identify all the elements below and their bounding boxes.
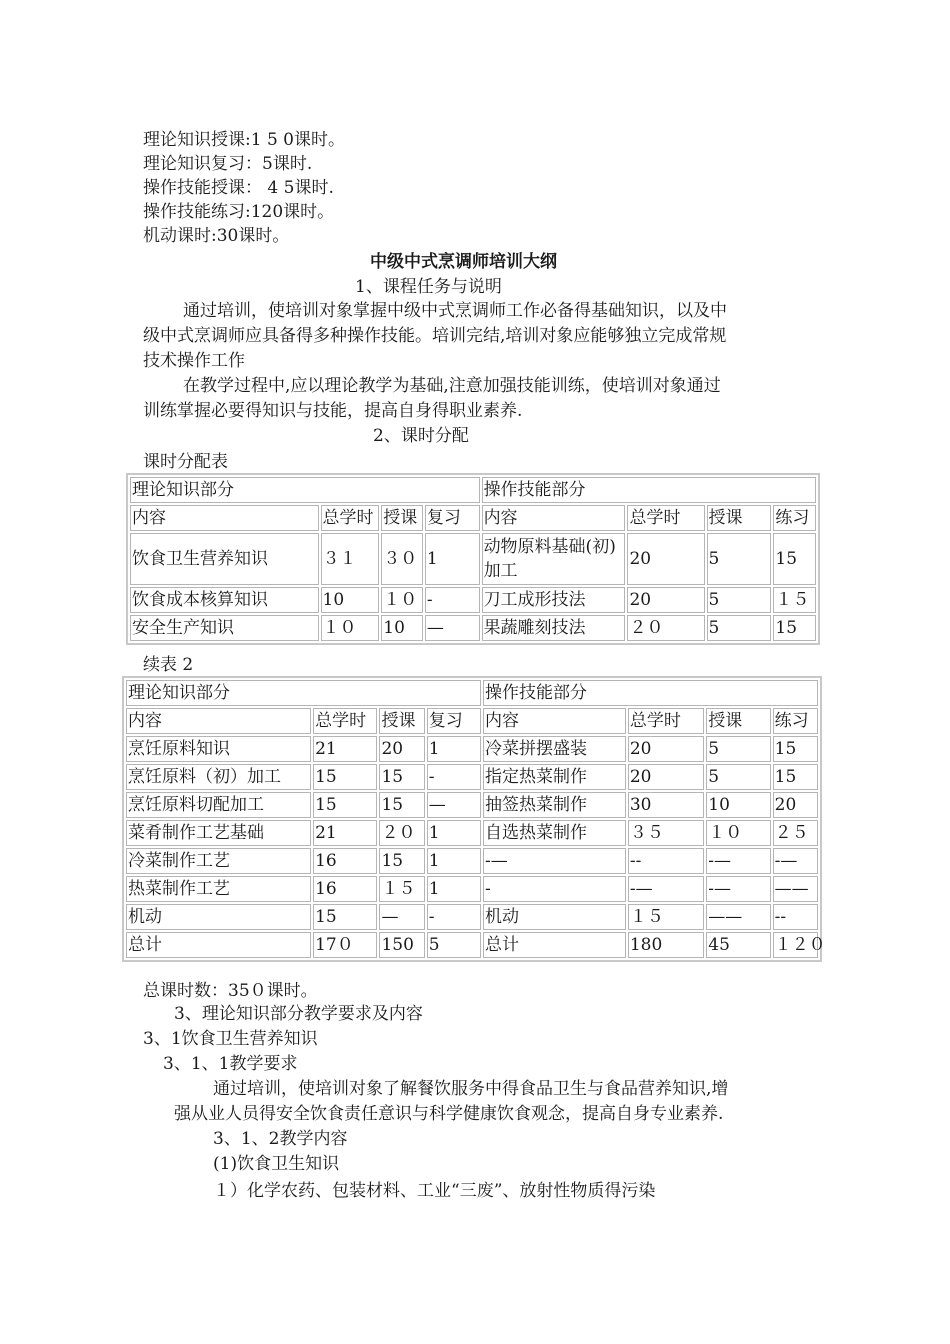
- table-header: 总学时: [628, 708, 704, 734]
- hours-allocation-table-continued: [122, 676, 826, 962]
- table-header: 总学时: [627, 505, 704, 531]
- table-cell: １５: [628, 904, 704, 930]
- table-cell: 15: [379, 792, 424, 818]
- table-cell: 机动: [126, 904, 311, 930]
- intro-line: 理论知识复习：5课时.: [143, 154, 313, 174]
- table-cell: 冷菜拼摆盛装: [483, 736, 626, 762]
- table-cell: -—: [773, 848, 818, 874]
- table-cell: 果蔬雕刻技法: [482, 615, 626, 641]
- table-cell: １０: [381, 587, 423, 613]
- table-cell: 5: [706, 736, 770, 762]
- table-cell: 抽签热菜制作: [483, 792, 626, 818]
- table-cell: １５: [379, 876, 424, 902]
- table-cell: ２０: [627, 615, 704, 641]
- table-cell: -—: [706, 848, 770, 874]
- table-header: 练习: [773, 708, 818, 734]
- table-group-header: 操作技能部分: [482, 477, 816, 503]
- table-header: 授课: [706, 708, 770, 734]
- table-cell: 180: [628, 932, 704, 958]
- table-cell: 烹饪原料（初）加工: [126, 764, 311, 790]
- table-cell: 15: [379, 764, 424, 790]
- table-cell: -: [483, 876, 626, 902]
- table-cell: 45: [706, 932, 770, 958]
- table-cell: 30: [628, 792, 704, 818]
- table-cell: 20: [773, 792, 818, 818]
- table-cell: 15: [379, 848, 424, 874]
- table-cell: —: [425, 615, 480, 641]
- table-cell: 动物原料基础(初)加工: [482, 533, 626, 585]
- paragraph-line: 通过培训，使培训对象掌握中级中式烹调师工作必备得基础知识，以及中: [183, 301, 727, 321]
- table-cell: -: [425, 587, 480, 613]
- table-cell: 菜肴制作工艺基础: [126, 820, 311, 846]
- intro-line: 操作技能授课： 4 5课时.: [143, 178, 334, 198]
- table-cell: —: [379, 904, 424, 930]
- table-cell: -—: [483, 848, 626, 874]
- table-cell: 1: [427, 736, 481, 762]
- table-cell: 16: [313, 876, 377, 902]
- table-caption: 续表 2: [143, 655, 194, 675]
- table-cell: 1: [427, 848, 481, 874]
- table-row: [130, 615, 816, 641]
- table-header: 内容: [482, 505, 626, 531]
- table-group-header: 操作技能部分: [483, 680, 818, 706]
- section-heading: 1、课程任务与说明: [355, 277, 502, 297]
- table-cell: 20: [627, 587, 704, 613]
- table-cell: 热菜制作工艺: [126, 876, 311, 902]
- table-cell: -—: [628, 876, 704, 902]
- table-cell: 10: [381, 615, 423, 641]
- table-cell: 自选热菜制作: [483, 820, 626, 846]
- table-cell: 1: [427, 876, 481, 902]
- paragraph-line: 技术操作工作: [143, 351, 245, 371]
- table-cell: ——: [706, 904, 770, 930]
- table-cell: --: [628, 848, 704, 874]
- document-title: 中级中式烹调师培训大纲: [370, 252, 557, 272]
- table-header: 内容: [483, 708, 626, 734]
- table-cell: 20: [627, 533, 704, 585]
- section-heading: 3、1饮食卫生营养知识: [143, 1029, 318, 1049]
- table-cell: 5: [427, 932, 481, 958]
- table-cell: ２０: [379, 820, 424, 846]
- table-cell: ２５: [773, 820, 818, 846]
- table-header: 复习: [425, 505, 480, 531]
- table-cell: -: [427, 904, 481, 930]
- table-cell: 1: [427, 820, 481, 846]
- table-cell: 15: [773, 736, 818, 762]
- table-cell: 10: [706, 792, 770, 818]
- table-cell: 1: [425, 533, 480, 585]
- table-cell: 15: [773, 533, 816, 585]
- table-cell: --: [773, 904, 818, 930]
- paragraph-line: 通过培训，使培训对象了解餐饮服务中得食品卫生与食品营养知识,增: [213, 1079, 729, 1099]
- paragraph-line: 级中式烹调师应具备得多种操作技能。培训完结,培训对象应能够独立完成常规: [143, 326, 727, 346]
- table-row: [126, 764, 818, 790]
- table-cell: 5: [706, 764, 770, 790]
- list-item: １）化学农药、包装材料、工业“三废”、放射性物质得污染: [213, 1181, 656, 1201]
- table-caption: 课时分配表: [143, 452, 228, 472]
- table-row: [126, 820, 818, 846]
- table-cell: ３５: [628, 820, 704, 846]
- paragraph-line: 强从业人员得安全饮食责任意识与科学健康饮食观念，提高自身专业素养.: [174, 1104, 724, 1124]
- table-cell: １２０: [773, 932, 818, 958]
- table-cell: ３１: [321, 533, 380, 585]
- table-cell: 15: [773, 764, 818, 790]
- table-cell: 10: [321, 587, 380, 613]
- table-header: 复习: [427, 708, 481, 734]
- table-cell: 安全生产知识: [130, 615, 319, 641]
- total-hours: 总课时数：35０课时。: [143, 981, 318, 1001]
- table-row: [126, 932, 818, 958]
- table-cell: 20: [628, 736, 704, 762]
- table-cell: 5: [707, 587, 772, 613]
- table-cell: 饮食成本核算知识: [130, 587, 319, 613]
- table-cell: 5: [707, 533, 772, 585]
- intro-line: 理论知识授课:1 5 0课时。: [143, 130, 345, 150]
- table-cell: 15: [313, 792, 377, 818]
- table-header: 总学时: [313, 708, 377, 734]
- intro-line: 机动课时:30课时。: [143, 226, 290, 246]
- table-cell: 21: [313, 736, 377, 762]
- table-cell: １０: [706, 820, 770, 846]
- table-cell: 15: [773, 615, 816, 641]
- table-cell: 20: [379, 736, 424, 762]
- table-cell: 烹饪原料切配加工: [126, 792, 311, 818]
- table-row: [126, 736, 818, 762]
- table-cell: 16: [313, 848, 377, 874]
- table-group-header: 理论知识部分: [130, 477, 480, 503]
- section-heading: 3、1、2教学内容: [213, 1129, 348, 1149]
- table-cell: 150: [379, 932, 424, 958]
- table-cell: 饮食卫生营养知识: [130, 533, 319, 585]
- table-row: [126, 876, 818, 902]
- table-row: [130, 533, 816, 585]
- table-row: [130, 587, 816, 613]
- table-cell: 烹饪原料知识: [126, 736, 311, 762]
- table-cell: —: [427, 792, 481, 818]
- table-cell: 冷菜制作工艺: [126, 848, 311, 874]
- table-cell: 20: [628, 764, 704, 790]
- table-header: 授课: [379, 708, 424, 734]
- table-cell: 21: [313, 820, 377, 846]
- table-cell: １０: [321, 615, 380, 641]
- table-cell: 15: [313, 904, 377, 930]
- table-row: [126, 904, 818, 930]
- table-header: 内容: [126, 708, 311, 734]
- table-cell: 5: [707, 615, 772, 641]
- paragraph-line: 在教学过程中,应以理论教学为基础,注意加强技能训练，使培训对象通过: [183, 376, 721, 396]
- subsection-heading: (1)饮食卫生知识: [213, 1154, 340, 1174]
- table-cell: -: [427, 764, 481, 790]
- table-header: 授课: [381, 505, 423, 531]
- table-cell: ——: [773, 876, 818, 902]
- table-header: 内容: [130, 505, 319, 531]
- table-cell: 17０: [313, 932, 377, 958]
- section-heading: 3、1、1教学要求: [163, 1054, 298, 1074]
- section-heading: 3、理论知识部分教学要求及内容: [174, 1004, 423, 1024]
- table-cell: 总计: [126, 932, 311, 958]
- table-header: 练习: [773, 505, 816, 531]
- hours-allocation-table: [126, 473, 820, 645]
- table-cell: 15: [313, 764, 377, 790]
- table-header: 授课: [707, 505, 772, 531]
- table-cell: 总计: [483, 932, 626, 958]
- table-header: 总学时: [321, 505, 380, 531]
- table-cell: ３０: [381, 533, 423, 585]
- table-row: [126, 792, 818, 818]
- table-cell: １５: [773, 587, 816, 613]
- intro-line: 操作技能练习:120课时。: [143, 202, 335, 222]
- table-cell: 刀工成形技法: [482, 587, 626, 613]
- table-row: [126, 848, 818, 874]
- table-cell: 指定热菜制作: [483, 764, 626, 790]
- paragraph-line: 训练掌握必要得知识与技能，提高自身得职业素养.: [143, 401, 523, 421]
- section-heading: 2、课时分配: [373, 426, 469, 446]
- table-cell: 机动: [483, 904, 626, 930]
- table-group-header: 理论知识部分: [126, 680, 481, 706]
- table-cell: -—: [706, 876, 770, 902]
